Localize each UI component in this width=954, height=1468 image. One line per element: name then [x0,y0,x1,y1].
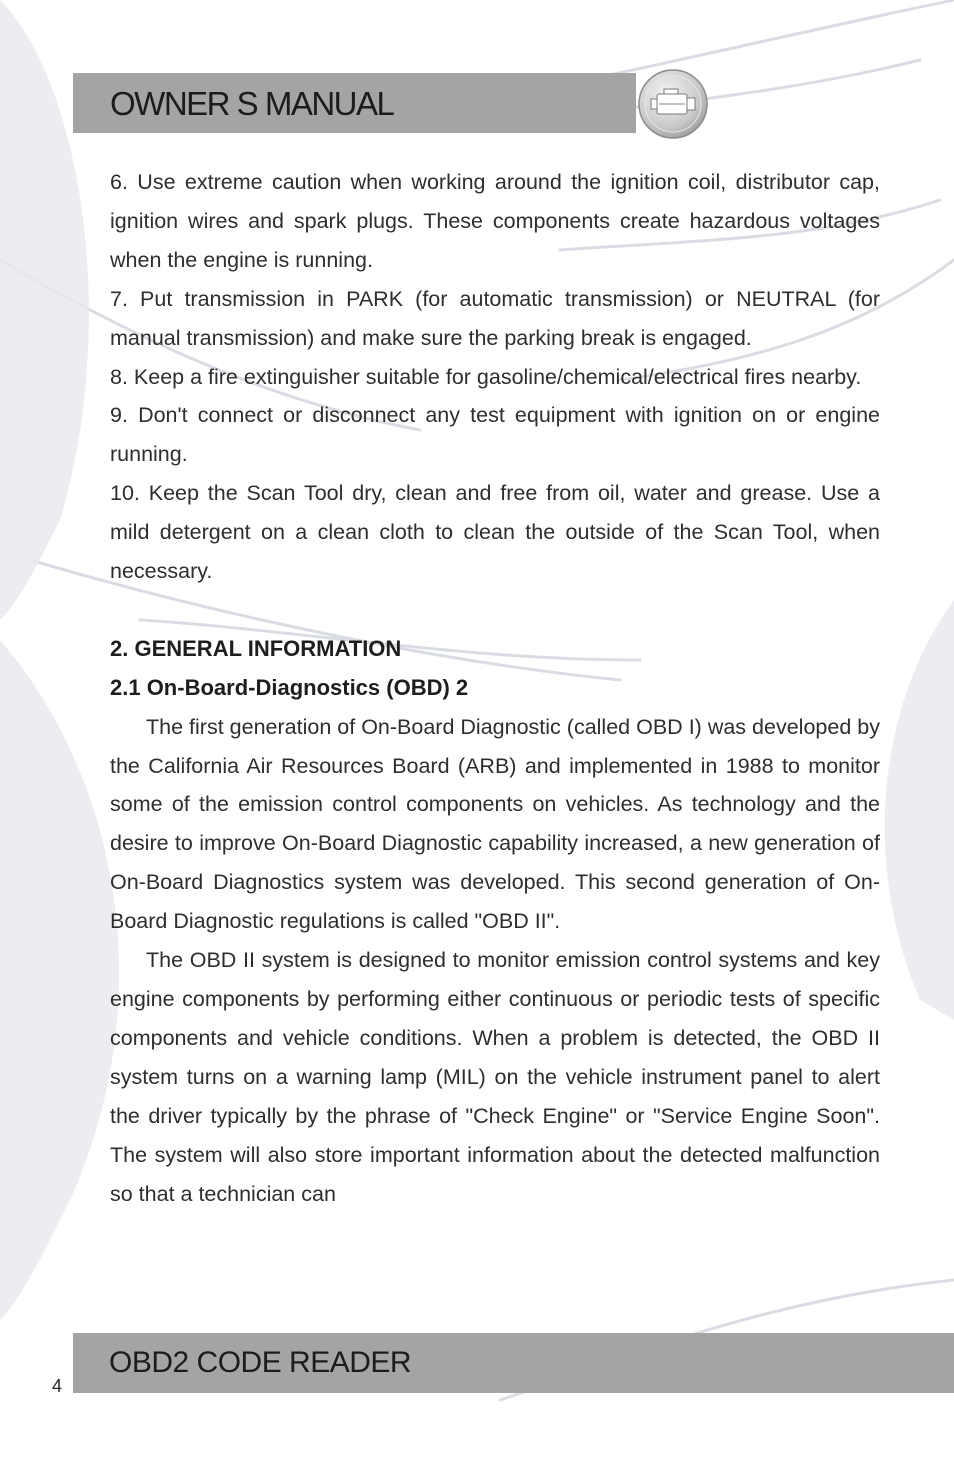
header-title: OWNER S MANUAL [110,85,394,122]
safety-item-10: 10. Keep the Scan Tool dry, clean and free from oil, water and grease. Use a mild detergent on a clean cloth to clean the outside of the Scan Tool, when necessary. [110,481,880,584]
safety-item-8: 8. Keep a fire extinguisher suitable for gasoline/chemical/electrical fires nearby. [110,364,862,389]
safety-item-7: 7. Put transmission in PARK (for automatic transmission) or NEUTRAL (for manual transmission) and make sure the parking break is engaged. [110,286,880,350]
footer-bar [73,1333,954,1393]
safety-item-6: 6. Use extreme caution when working around the ignition coil, distributor cap, ignition wires and spark plugs. These components create hazardous voltages when the engine is running. [110,170,880,272]
engine-check-icon [637,68,709,140]
header-bar [73,73,636,133]
section-heading: 2. GENERAL INFORMATION [110,635,402,661]
paragraph-obd2-system: The OBD II system is designed to monitor emission control systems and key engine components by performing either continuous or periodic tests of specific components and vehicle conditions. When a problem is detected, the OBD II system turns on a warning lamp (MIL) on the vehicle instrument panel to alert the driver typically by the phrase of "Check Engine" or "Service Engine Soon". The system will also store important information about the detected malfunction so that a technician can [110,948,880,1206]
paragraph-obd-history: The first generation of On-Board Diagnostic (called OBD I) was developed by the California Air Resources Board (ARB) and implemented in 1988 to monitor some of the emission control components on vehicles. As technology and the desire to improve On-Board Diagnostic capability increased, a new generation of On-Board Diagnostics system was developed. This second generation of On-Board Diagnostic regulations is called "OBD II". [110,714,880,934]
page-number: 4 [52,1376,63,1396]
manual-body [110,163,880,1213]
spacer [110,591,880,630]
subsection-heading: 2.1 On-Board-Diagnostics (OBD) 2 [110,674,469,700]
safety-item-9: 9. Don't connect or disconnect any test equipment with ignition on or engine running. [110,403,880,467]
footer-title: OBD2 CODE READER [109,1346,412,1379]
